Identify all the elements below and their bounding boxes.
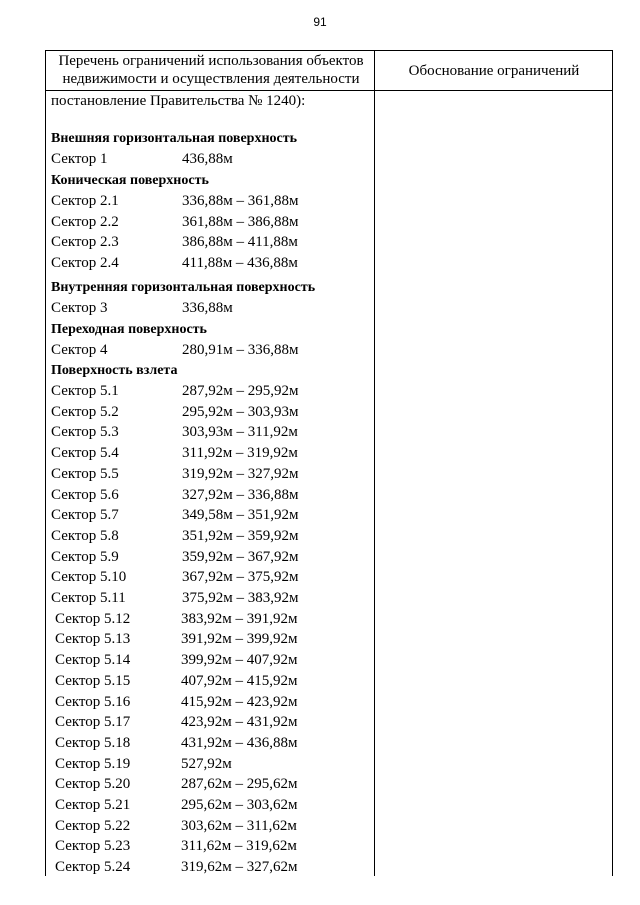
height-range: 383,92м – 391,92м — [181, 610, 298, 627]
sector-name: Сектор 5.22 — [55, 817, 131, 834]
height-range: 375,92м – 383,92м — [182, 590, 299, 606]
sector-name: Сектор 4 — [51, 342, 108, 358]
sector-name: Сектор 3 — [51, 300, 108, 316]
sector-name: Сектор 5.21 — [55, 797, 131, 813]
height-range: 319,62м – 327,62м — [181, 859, 298, 876]
sector-name: Сектор 2.3 — [51, 234, 119, 251]
height-range: 367,92м – 375,92м — [182, 569, 299, 586]
sector-row — [51, 298, 371, 318]
page-number: 91 — [313, 15, 327, 29]
sector-name: Сектор 5.10 — [51, 569, 127, 586]
sector-name: Сектор 5.19 — [55, 755, 131, 772]
sector-name: Сектор 5.20 — [55, 776, 131, 793]
sector-row — [51, 212, 371, 232]
sector-row — [55, 816, 375, 836]
height-range: 319,92м – 327,92м — [182, 465, 299, 482]
header-line-2: недвижимости и осуществления деятельности — [62, 71, 360, 87]
height-range: 349,58м – 351,92м — [182, 507, 299, 524]
height-range: 423,92м – 431,92м — [181, 714, 298, 731]
header-justification-label: Обоснование ограничений — [408, 62, 580, 79]
sector-name: Сектор 5.12 — [55, 610, 131, 627]
sector-name: Сектор 5.11 — [51, 590, 126, 606]
header-line-1: Перечень ограничений использования объектов — [58, 53, 364, 69]
sector-name: Сектор 5.5 — [51, 465, 119, 482]
sector-row — [55, 712, 375, 732]
sector-row — [55, 733, 375, 753]
height-range: 436,88м — [182, 151, 233, 167]
height-range: 287,92м – 295,92м — [182, 383, 299, 399]
sector-name: Сектор 5.2 — [51, 403, 119, 420]
height-range: 336,88м – 361,88м — [182, 193, 299, 209]
sector-name: Сектор 5.17 — [55, 714, 131, 731]
sector-name: Сектор 2.2 — [51, 213, 119, 230]
sector-row — [51, 191, 371, 211]
sector-name: Сектор 5.8 — [51, 527, 119, 544]
sector-row — [51, 232, 371, 252]
section-heading: Коническая поверхность — [51, 173, 209, 188]
sector-row — [51, 422, 371, 442]
sector-name: Сектор 5.24 — [55, 859, 131, 876]
height-range: 399,92м – 407,92м — [181, 652, 298, 669]
sector-name: Сектор 5.15 — [55, 672, 131, 689]
sector-name: Сектор 5.1 — [51, 383, 119, 399]
sector-name: Сектор 2.4 — [51, 255, 119, 272]
sector-row — [51, 381, 371, 401]
sector-name: Сектор 5.23 — [55, 838, 131, 855]
height-range: 280,91м – 336,88м — [182, 342, 299, 358]
sector-row — [55, 692, 375, 712]
height-range: 351,92м – 359,92м — [182, 527, 299, 544]
sector-name: Сектор 5.18 — [55, 734, 131, 751]
section-heading: Внутренняя горизонтальная поверхность — [51, 280, 316, 295]
height-range: 361,88м – 386,88м — [182, 213, 299, 230]
height-range: 407,92м – 415,92м — [181, 672, 298, 689]
sector-name: Сектор 1 — [51, 151, 108, 167]
sector-row — [55, 609, 375, 629]
sector-row — [51, 443, 371, 463]
sector-name: Сектор 5.7 — [51, 507, 119, 524]
sector-row — [51, 402, 371, 422]
height-range: 303,62м – 311,62м — [181, 817, 297, 834]
height-range: 431,92м – 436,88м — [181, 734, 298, 751]
sector-row — [51, 547, 371, 567]
sector-row — [55, 836, 375, 856]
height-range: 386,88м – 411,88м — [182, 234, 298, 251]
sector-row — [51, 588, 371, 608]
sector-name: Сектор 5.6 — [51, 486, 119, 503]
sector-name: Сектор 5.13 — [55, 631, 131, 648]
sector-row — [55, 857, 375, 877]
height-range: 527,92м — [181, 755, 232, 772]
height-range: 411,88м – 436,88м — [182, 255, 298, 272]
sector-row — [55, 650, 375, 670]
sector-name: Сектор 2.1 — [51, 193, 119, 209]
sector-row — [51, 253, 371, 273]
sector-name: Сектор 5.3 — [51, 424, 119, 441]
height-range: 287,62м – 295,62м — [181, 776, 298, 793]
sector-row — [51, 464, 371, 484]
sector-row — [55, 774, 375, 794]
sector-name: Сектор 5.16 — [55, 693, 131, 710]
section-heading: Переходная поверхность — [51, 322, 207, 337]
sector-row — [55, 754, 375, 774]
section-heading: Внешняя горизонтальная поверхность — [51, 131, 298, 146]
sector-name: Сектор 5.9 — [51, 548, 119, 565]
height-range: 303,93м – 311,92м — [182, 424, 298, 441]
height-range: 359,92м – 367,92м — [182, 548, 299, 565]
height-range: 295,62м – 303,62м — [181, 797, 298, 813]
height-range: 327,92м – 336,88м — [182, 486, 299, 503]
sector-row — [51, 505, 371, 525]
intro-text: постановление Правительства № 1240): — [51, 93, 306, 109]
height-range: 336,88м — [182, 300, 233, 316]
height-range: 391,92м – 399,92м — [181, 631, 298, 648]
height-range: 311,62м – 319,62м — [181, 838, 297, 855]
sector-row — [55, 671, 375, 691]
sector-row — [51, 340, 371, 360]
sector-row — [51, 149, 371, 169]
sector-row — [55, 795, 375, 815]
section-heading: Поверхность взлета — [51, 363, 178, 378]
height-range: 295,92м – 303,93м — [182, 403, 299, 420]
sector-row — [51, 526, 371, 546]
height-range: 311,92м – 319,92м — [182, 445, 298, 462]
sector-name: Сектор 5.4 — [51, 445, 119, 462]
sector-row — [51, 485, 371, 505]
sector-name: Сектор 5.14 — [55, 652, 131, 669]
sector-row — [55, 629, 375, 649]
sector-row — [51, 567, 371, 587]
height-range: 415,92м – 423,92м — [181, 693, 298, 710]
